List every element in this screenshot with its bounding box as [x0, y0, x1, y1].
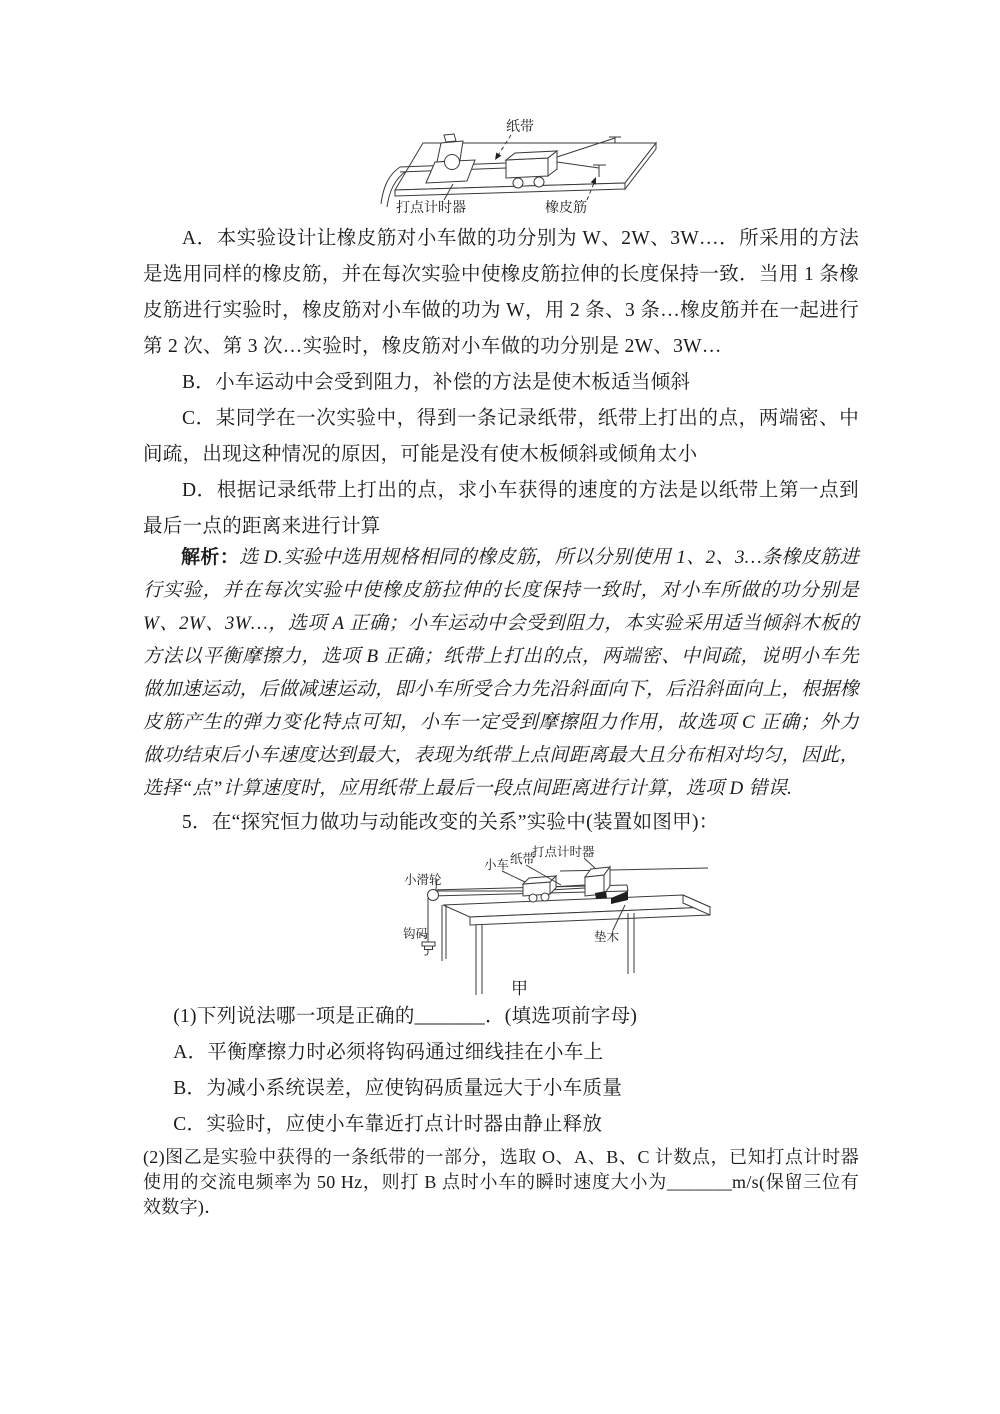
- q4-option-a: A．本实验设计让橡皮筋对小车做的功分别为 W、2W、3W…．所采用的方法是选用同样的橡皮筋，并在每次实验中使橡皮筋拉伸的长度保持一致．当用 1 条橡皮筋进行实验时，橡皮筋对小车做的功为 W，用 2 条、3 条…橡皮筋并在一起进行第 2 次、第 3 次…实验时，橡皮筋对小车做的功分别是 2W、3W…: [143, 228, 859, 357]
- cart-table-setup-drawing: [398, 841, 723, 999]
- worksheet-column: [143, 105, 859, 1220]
- q5-part1-stem: (1)下列说法哪一项是正确的_______．(填选项前字母): [173, 1006, 638, 1027]
- q5-part1-option-c: C．实验时，应使小车靠近打点计时器由静止释放: [173, 1114, 603, 1135]
- figure-rubber-band-setup: [143, 105, 859, 219]
- q4-option-c: C．某同学在一次实验中，得到一条记录纸带，纸带上打出的点，两端密、中间疏，出现这种情况的原因，可能是没有使木板倾斜或倾角太小: [143, 408, 859, 465]
- q4-option-d: D．根据记录纸带上打出的点，求小车获得的速度的方法是以纸带上第一点到最后一点的距离来进行计算: [143, 480, 859, 537]
- fig2-label-pulley: 小滑轮: [404, 873, 442, 887]
- fig2-label-block: 垫木: [594, 930, 620, 944]
- figure-cart-table-setup: [143, 841, 859, 999]
- fig1-label-rubber-band: 橡皮筋: [545, 201, 587, 216]
- timer-leader-line: [584, 858, 595, 868]
- fig2-label-timer: 打点计时器: [532, 845, 595, 859]
- fig2-label-cart: 小车: [484, 858, 510, 872]
- q4-analysis: [143, 541, 859, 805]
- dot-timer: [585, 867, 610, 899]
- rubber-band-setup-drawing: [378, 105, 663, 217]
- analysis-label: 解析：: [181, 547, 240, 568]
- fig2-caption: 甲: [511, 979, 528, 998]
- fig2-label-weights: 钩码: [403, 927, 429, 941]
- fig2-label-tape: 纸带: [510, 852, 536, 866]
- q5-part2-stem: (2)图乙是实验中获得的一条纸带的一部分，选取 O、A、B、C 计数点，已知打点计时器使用的交流电频率为 50 Hz，则打 B 点时小车的瞬时速度大小为_______m/s(保留三位有效数字)．: [143, 1147, 859, 1217]
- analysis-text: 选 D.实验中选用规格相同的橡皮筋，所以分别使用 1、2、3…条橡皮筋进行实验，并在每次实验中使橡皮筋拉伸的长度保持一致时，对小车所做的功分别是 W、2W、3W…，选项 A 正确；小车运动中会受到阻力，本实验采用适当倾斜木板的方法以平衡摩擦力，选项 B 正确；纸带上打出的点，两端密、中间疏，说明小车先做加速运动，后做减速运动，即小车所受合力先沿斜面向下，后沿斜面向上，根据橡皮筋产生的弹力变化特点可知，小车一定受到摩擦阻力作用，故选项 C 正确；外力做功结束后小车速度达到最大，表现为纸带上点间距离最大且分布相对均匀，因此，选择“点”计算速度时，应用纸带上最后一段点间距离进行计算，选项 D 错误.: [143, 547, 859, 799]
- fig1-label-tape: 纸带: [506, 120, 534, 135]
- q5-part1-option-a: A．平衡摩擦力时必须将钩码通过细线挂在小车上: [173, 1042, 604, 1063]
- fig1-label-timer: 打点计时器: [396, 201, 466, 216]
- q4-option-b: B．小车运动中会受到阻力，补偿的方法是使木板适当倾斜: [182, 372, 691, 393]
- table: [442, 895, 710, 995]
- cart-leader-line: [502, 871, 525, 882]
- cart: [523, 876, 556, 902]
- q5-stem: 5．在“探究恒力做功与动能改变的关系”实验中(装置如图甲)：: [182, 812, 719, 833]
- q5-part1-option-b: B．为减小系统误差，应使钩码质量远大于小车质量: [173, 1078, 623, 1099]
- background-line: [560, 868, 708, 871]
